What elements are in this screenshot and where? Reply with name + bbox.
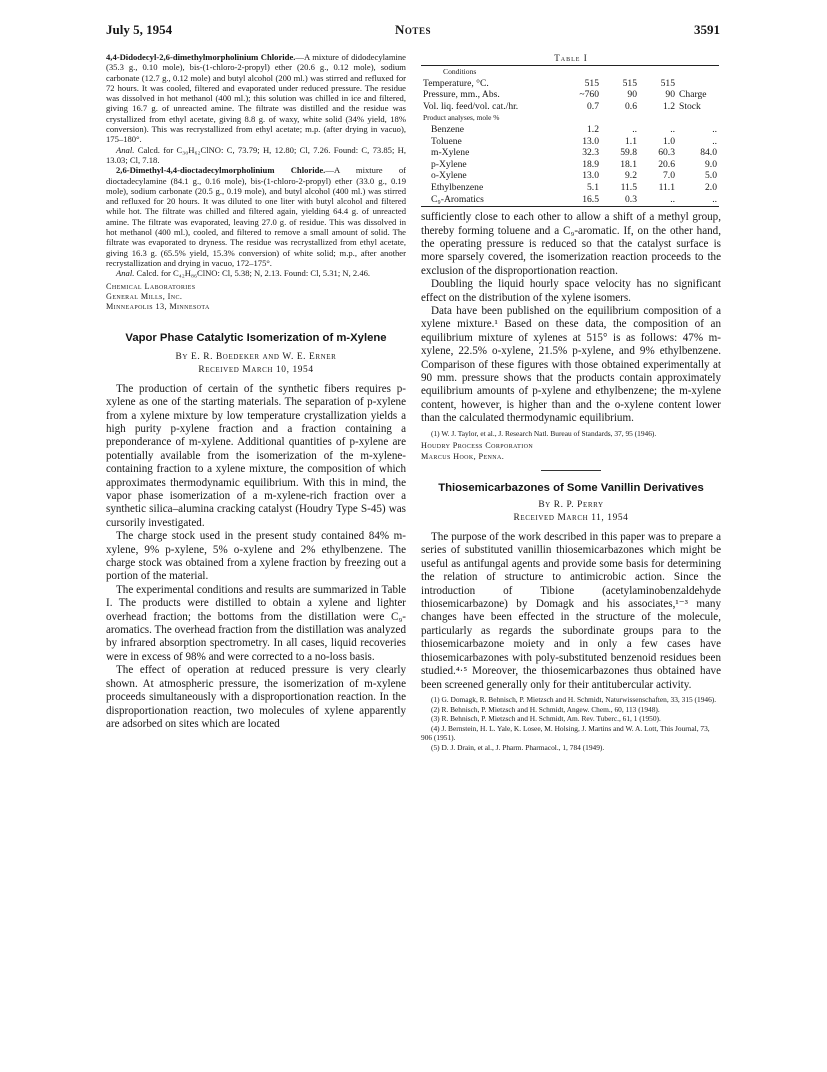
cell: 1.0 bbox=[663, 135, 675, 147]
cell: 20.6 bbox=[658, 158, 675, 170]
table-row bbox=[421, 159, 719, 171]
affiliation-line: Marcus Hook, Penna. bbox=[421, 451, 505, 461]
body-paragraph: Data have been published on the equilibrium composition of a xylene mixture.¹ Based on these data, the composition of an equilibrium mixture of xylenes at 515° is as follows: 47% m-xylene, 22.5% o-xylene, 21.5% p-xylene, and 9% ethylbenzene. Comparison of these figures with those obtained experimentally at 90 mm. pressure shows that the products contain approximately equilibrium amounts of p-xylene and ethylbenzene; the m-xylene content, however, is higher than and the o-xylene content lower than the calculated thermodynamic equilibrium. bbox=[421, 304, 721, 425]
table-1 bbox=[421, 65, 719, 207]
cell: 90 bbox=[665, 89, 675, 101]
article-body bbox=[106, 383, 406, 732]
cell: ~760 bbox=[579, 89, 599, 101]
cell: 59.8 bbox=[620, 147, 637, 159]
cell: 7.0 bbox=[663, 170, 675, 182]
table-row bbox=[421, 78, 719, 90]
footnote: (1) W. J. Taylor, et al., J. Research Natl. Bureau of Standards, 37, 95 (1946). bbox=[431, 428, 657, 438]
prep-paragraph bbox=[106, 52, 406, 145]
anal-label: Anal. bbox=[116, 144, 135, 155]
anal-text: Calcd. for C₃₀H₆₂ClNO: C, 73.79; H, 12.80; Cl, 7.26. Found: C, 73.85; H, 13.03; Cl, 7.18. bbox=[106, 144, 406, 165]
row-label: Vol. liq. feed/vol. cat./hr. bbox=[423, 100, 519, 112]
cell: 0.6 bbox=[625, 100, 637, 112]
cell: 13.0 bbox=[582, 135, 599, 147]
prep-body: —A mixture of dioctadecylamine (84.1 g., 0.16 mole), bis-(1-chloro-2-propyl) ether (33.0 g., 0.19 mole), sodium carbonate (20.5 g., 0.19 mole), and butyl alcohol (400 ml.) was stirred and refluxed for 20 hours. It was diluted to one liter with butyl alcohol and filtered while hot. The filtrate was chilled and filtered again, yielding 64.4 g. of unreacted amine. The filtrate was evaporated, leaving 27.0 g. of residue. This was dissolved in hot methanol (400 ml.), cooled, and filtered to remove a small amount of solid. The filtrate was evaporated to dryness. The residue was recrystallized from ethyl acetate, giving 16.3 g. (65.5% yield, 15.3% conversion) of white solid; m.p., after another recrystallization and drying in vacuo, 172–175°. bbox=[106, 165, 407, 268]
anal-label: Anal. bbox=[116, 268, 135, 279]
table-caption: Table I bbox=[554, 53, 588, 63]
row-label: m-Xylene bbox=[431, 147, 470, 159]
cell: 60.3 bbox=[658, 147, 675, 159]
table-row bbox=[421, 101, 719, 113]
cell: 11.1 bbox=[658, 181, 675, 193]
body-paragraph: Doubling the liquid hourly space velocity has no significant effect on the distribution of the xylene isomers. bbox=[421, 278, 721, 304]
cell: 0.7 bbox=[587, 100, 599, 112]
table-row bbox=[421, 89, 719, 101]
prep-heading: 4,4-Didodecyl-2,6-dimethylmorpholinium Chloride. bbox=[106, 52, 296, 62]
cell: 0.3 bbox=[625, 193, 637, 205]
cell: Charge bbox=[679, 89, 707, 101]
reference: (4) J. Bernstein, H. L. Yale, K. Losee, M. Holsing, J. Martins and W. A. Lott, This Journal, 73, 906 (1951). bbox=[421, 723, 710, 743]
cell: 11.5 bbox=[620, 181, 637, 193]
products-label: Product analyses, mole % bbox=[423, 113, 500, 123]
table-row bbox=[421, 136, 719, 148]
article-received: Received March 11, 1954 bbox=[513, 513, 629, 524]
analysis-line bbox=[106, 145, 406, 166]
body-paragraph: The charge stock used in the present study contained 84% m-xylene, 9% p-xylene, 5% o-xylene and 2% ethylbenzene. The charge stock was obtained from a xylene fraction by freezing out a portion of the material. bbox=[106, 530, 406, 583]
article-received: Received March 10, 1954 bbox=[198, 364, 314, 375]
affiliation-line: Houdry Process Corporation bbox=[421, 441, 534, 451]
table-row bbox=[421, 182, 719, 194]
cell: 1.1 bbox=[625, 135, 637, 147]
row-label: p-Xylene bbox=[431, 158, 467, 170]
article-body bbox=[421, 531, 721, 692]
cell: 18.1 bbox=[620, 158, 637, 170]
header-date: July 5, 1954 bbox=[106, 22, 173, 37]
cell: 9.2 bbox=[625, 170, 637, 182]
article-authors: By R. P. Perry bbox=[538, 500, 604, 511]
row-label: Toluene bbox=[431, 135, 462, 147]
cell: 84.0 bbox=[700, 147, 717, 159]
affiliation-houdry bbox=[421, 441, 721, 462]
cell: 5.0 bbox=[705, 170, 717, 182]
body-paragraph: sufficiently close to each other to allow a shift of a methyl group, thereby forming toluene and a C₉-aromatic. If, on the other hand, the operating pressure is reduced so that the catalyst surface is more sparsely covered, the isomerization reaction proceeds to the exclusion of the disproportionation reaction. bbox=[421, 211, 721, 277]
conditions-label: Conditions bbox=[421, 66, 719, 78]
reference: (2) R. Behnisch, P. Mietzsch and H. Schmidt, Angew. Chem., 60, 113 (1948). bbox=[431, 704, 660, 714]
cell: .. bbox=[670, 123, 675, 135]
article-authors: By E. R. Boedeker and W. E. Erner bbox=[175, 351, 337, 362]
table-row bbox=[421, 124, 719, 136]
left-column bbox=[106, 52, 406, 731]
header-section: Notes bbox=[395, 22, 431, 37]
right-column bbox=[421, 52, 721, 752]
table-header-row bbox=[421, 66, 719, 78]
cell: 9.0 bbox=[705, 158, 717, 170]
prep-body: —A mixture of didodecylamine (35.3 g., 0.10 mole), bis-(1-chloro-2-propyl) ether (20.6 g., 0.12 mole), sodium carbonate (12.7 g., 0.12 mole) and butyl alcohol (200 ml.) was stirred and refluxed for 72 hours. It was cooled, filtered and evaporated under reduced pressure. The residue was dissolved in hot methanol (400 ml.); this solution was chilled in ice and filtered, giving 16.7 g. of unreacted amine. The filtrate was distilled and the residue was crystallized from ethyl acetate, giving 8.8 g. of waxy, white solid (34% yield, 18% conversion). This was recrystallized from ethyl acetate; m.p. (after drying in vacuo), 175–180°. bbox=[106, 52, 406, 145]
reference: (1) G. Domagk, R. Behnisch, P. Mietzsch and H. Schmidt, Naturwissenschaften, 33, 315 (1946). bbox=[431, 694, 717, 704]
row-label: Pressure, mm., Abs. bbox=[423, 89, 500, 101]
reference: (3) R. Behnisch, P. Mietzsch and H. Schmidt, Am. Rev. Tuberc., 61, 1 (1950). bbox=[431, 714, 661, 724]
table-row bbox=[421, 170, 719, 182]
cell: 515 bbox=[584, 77, 599, 89]
cell: .. bbox=[712, 123, 717, 135]
cell: .. bbox=[670, 193, 675, 205]
cell: 1.2 bbox=[663, 100, 675, 112]
cell: 1.2 bbox=[587, 123, 599, 135]
row-label: Benzene bbox=[431, 123, 465, 135]
prep-heading: 2,6-Dimethyl-4,4-dioctadecylmorpholinium Chloride. bbox=[116, 165, 326, 176]
article-separator bbox=[541, 470, 601, 471]
table-row bbox=[421, 112, 719, 124]
cell bbox=[677, 78, 719, 90]
row-label: o-Xylene bbox=[431, 170, 467, 182]
cell: 515 bbox=[622, 77, 637, 89]
body-paragraph: The production of certain of the synthetic fibers requires p-xylene as one of the starting materials. The separation of p-xylene from a xylene mixture by low temperature crystallization yields a high purity p-xylene fraction and a fraction containing a preponderance of m-xylene. Additional quantities of p-xylene are potentially available from the isomerization of the m-xylene-containing fraction to a xylene mixture, the composition of which approximates thermodynamic equilibrium. With this in mind, the vapor phase isomerization of a m-xylene-rich fraction over a synthetic silica–alumina cracking catalyst (Houdry Type S-45) was cursorily investigated. bbox=[106, 382, 406, 529]
header-page-number: 3591 bbox=[694, 22, 720, 37]
cell: 2.0 bbox=[705, 181, 717, 193]
table-row bbox=[421, 147, 719, 159]
prep-dioctadecyl bbox=[106, 165, 406, 278]
anal-text: Calcd. for C₄₂H₈₆ClNO: Cl, 5.38; N, 2.13. Found: Cl, 5.31; N, 2.46. bbox=[136, 268, 371, 279]
continued-body bbox=[421, 211, 721, 426]
row-label: Ethylbenzene bbox=[431, 181, 484, 193]
table-row bbox=[421, 194, 719, 206]
cell: 32.3 bbox=[582, 147, 599, 159]
cell: .. bbox=[712, 135, 717, 147]
analysis-line bbox=[106, 268, 406, 278]
cell: 5.1 bbox=[587, 181, 599, 193]
affiliation-general-mills bbox=[106, 282, 406, 313]
cell: Stock bbox=[679, 100, 701, 112]
cell: 16.5 bbox=[582, 193, 599, 205]
body-paragraph: The purpose of the work described in this paper was to prepare a series of substituted vanillin thiosemicarbazones which might be useful as antifungal agents and provide some basis for determining the relation of structure to antimicrobic action. Since the introduction of Tibione (acetylaminobenzaldehyde thiosemicarbazone) by Domagk and his associates,¹⁻³ many changes have been effected in the structure of the molecule, particularly as regards the subordinate groups para to the thiosemicarbazone moiety and in only a few cases have thiosemicarbazones with poly-substituted benzenoid residues been studied.⁴·⁵ Moreover, the thiosemicarbazones thus obtained have been screened generally only for their antitubercular activity. bbox=[421, 531, 721, 691]
cell: .. bbox=[712, 193, 717, 205]
cell: 515 bbox=[660, 77, 675, 89]
footnotes bbox=[421, 429, 721, 439]
cell: 13.0 bbox=[582, 170, 599, 182]
cell: 18.9 bbox=[582, 158, 599, 170]
body-paragraph: The experimental conditions and results are summarized in Table I. The products were distilled to obtain a xylene and lighter overhead fraction; the bottoms from the distillation were C₉-aromatics. The overhead fraction from the distillation was analyzed by infrared absorption spectrometry. In all cases, liquid recoveries were in excess of 98% and were corrected to a no-loss basis. bbox=[106, 583, 406, 663]
running-header bbox=[106, 22, 720, 42]
body-paragraph: The effect of operation at reduced pressure is very clearly shown. At atmospheric pressure, the isomerization of m-xylene proceeds simultaneously with a disproportionation reaction. In the disproportionation reaction, two molecules of xylene apparently are adsorbed on sites which are located bbox=[106, 664, 406, 730]
prep-didodecyl bbox=[106, 52, 406, 165]
article-title: Vapor Phase Catalytic Isomerization of m-Xylene bbox=[125, 331, 387, 344]
affiliation-line: Minneapolis 13, Minnesota bbox=[106, 302, 210, 312]
cell: 90 bbox=[627, 89, 637, 101]
prep-paragraph bbox=[106, 165, 406, 268]
reference: (5) D. J. Drain, et al., J. Pharm. Pharmacol., 1, 784 (1949). bbox=[431, 742, 605, 752]
references bbox=[421, 695, 721, 753]
row-label: Temperature, °C. bbox=[423, 77, 489, 89]
article-title: Thiosemicarbazones of Some Vanillin Derivatives bbox=[438, 482, 704, 495]
affiliation-line: General Mills, Inc. bbox=[106, 291, 183, 301]
cell: .. bbox=[632, 123, 637, 135]
row-label: C₉-Aromatics bbox=[431, 193, 484, 205]
affiliation-line: Chemical Laboratories bbox=[106, 281, 196, 291]
